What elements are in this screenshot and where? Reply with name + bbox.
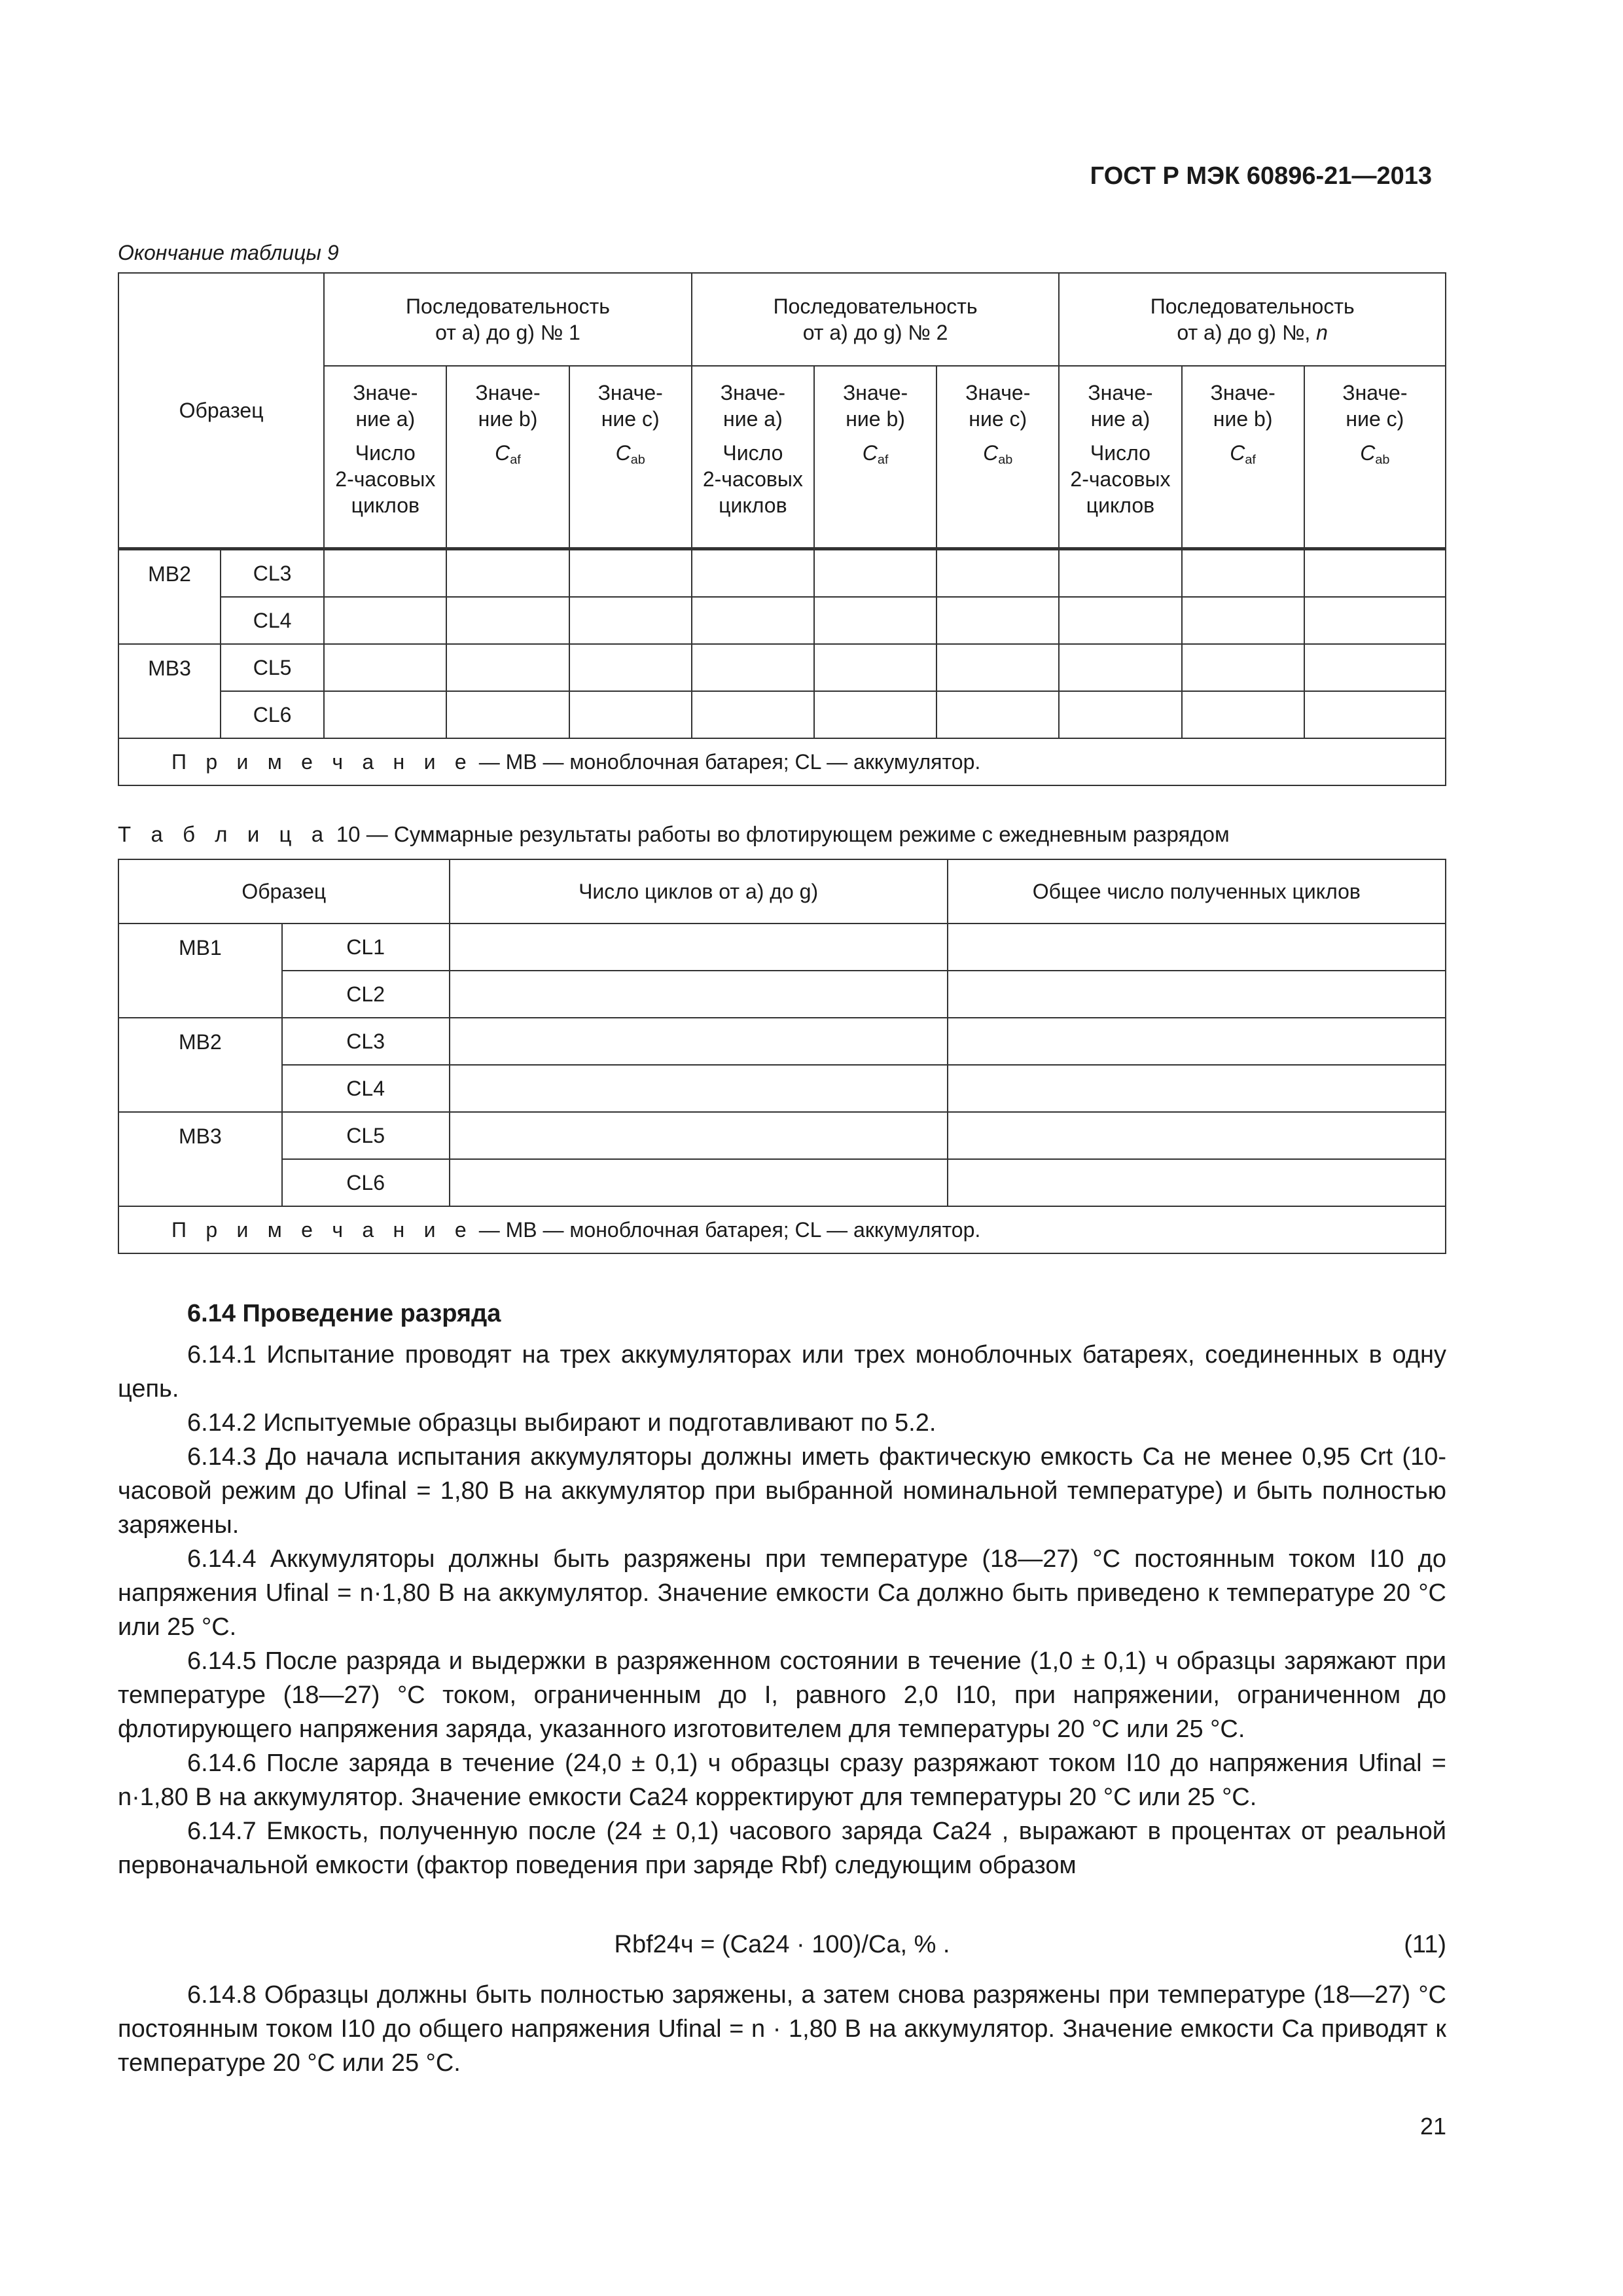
table10-cl-cell: CL1 bbox=[282, 924, 450, 971]
section-body bbox=[118, 1338, 1446, 1882]
paragraph-6-14-2: 6.14.2 Испытуемые образцы выбирают и подготавливают по 5.2. bbox=[187, 1409, 936, 1437]
paragraph-6-14-3: 6.14.3 До начала испытания аккумуляторы должны иметь фактическую емкость Ca не менее 0,95 Crt (10-часовой режим до Ufinal = 1,80 В на аккумулятор при выбранной номинальной температуре) и быть полностью заряжены. bbox=[118, 1443, 1446, 1539]
table9-subcol-header: Значе- ние b) $C_{af}$ bbox=[814, 366, 936, 549]
table10-mb-cell: МВ1 bbox=[118, 924, 282, 1018]
table9-mb-cell: МВ3 bbox=[118, 644, 221, 738]
paragraph-6-14-8: 6.14.8 Образцы должны быть полностью заряжены, а затем снова разряжены при температуре (18—27) °С постоянным током I10 до общего напряжения Ufinal = n · 1,80 В на аккумулятор. Значение емкости Ca приводят к температуре 20 °С или 25 °С. bbox=[118, 1981, 1446, 2077]
section-body-continued bbox=[118, 1978, 1446, 2080]
table10-mb-cell: МВ2 bbox=[118, 1018, 282, 1112]
table-row bbox=[118, 597, 1446, 644]
paragraph-6-14-7: 6.14.7 Емкость, полученную после (24 ± 0,1) часового заряда Ca24 , выражают в процентах от реальной первоначальной емкости (фактор поведения при заряде Rbf) следующим образом bbox=[118, 1818, 1446, 1879]
table9-cl-cell: CL5 bbox=[221, 644, 324, 691]
table-row bbox=[118, 1159, 1446, 1206]
paragraph-6-14-1: 6.14.1 Испытание проводят на трех аккумуляторах или трех моноблочных батареях, соединенных в одну цепь. bbox=[118, 1341, 1446, 1403]
page-number: 21 bbox=[1419, 2113, 1446, 2140]
paragraph-6-14-5: 6.14.5 После разряда и выдержки в разряженном состоянии в течение (1,0 ± 0,1) ч образцы заряжают при температуре (18—27) °С током, ограниченным до I, равного 2,0 I10, при напряжении, ограниченном до флотирующего напряжения заряда, указанного изготовителем для температуры 20 °С или 25 °С. bbox=[118, 1647, 1446, 1743]
table9-cl-cell: CL4 bbox=[221, 597, 324, 644]
table9-cl-cell: CL6 bbox=[221, 691, 324, 738]
document-standard-number: ГОСТ Р МЭК 60896-21—2013 bbox=[1090, 162, 1432, 190]
table-10 bbox=[118, 859, 1446, 1254]
table10-mb-cell: МВ3 bbox=[118, 1112, 282, 1206]
table9-subcol-header: Значе- ние c) $C_{ab}$ bbox=[1304, 366, 1446, 549]
table10-cycles-header: Число циклов от a) до g) bbox=[450, 859, 948, 924]
table9-group-header: Последовательность от a) до g) №, n bbox=[1059, 273, 1446, 366]
table-row bbox=[118, 1065, 1446, 1112]
table9-mb-cell: МВ2 bbox=[118, 549, 221, 645]
table9-subcol-header: Значе- ние c) $C_{ab}$ bbox=[936, 366, 1059, 549]
table10-caption: Т а б л и ц а 10 — Суммарные результаты работы во флотирующем режиме с ежедневным разрядом bbox=[118, 822, 1230, 846]
table9-subcol-header: Значе- ние b) $C_{af}$ bbox=[1182, 366, 1304, 549]
paragraph-6-14-6: 6.14.6 После заряда в течение (24,0 ± 0,1) ч образцы сразу разряжают током I10 до напряжения Ufinal = n·1,80 В на аккумулятор. Значение емкости Ca24 корректируют для температуры 20 °С или 25 °С. bbox=[118, 1749, 1446, 1811]
table9-caption: Окончание таблицы 9 bbox=[118, 241, 339, 264]
table9-subcol-header: Значе- ние a) Число 2-часовых циклов bbox=[324, 366, 446, 549]
table10-cl-cell: CL4 bbox=[282, 1065, 450, 1112]
table9-subcol-header: Значе- ние b) $C_{af}$ bbox=[446, 366, 569, 549]
table10-cl-cell: CL6 bbox=[282, 1159, 450, 1206]
table10-total-header: Общее число полученных циклов bbox=[948, 859, 1446, 924]
formula-expression: Rbf24ч = (Ca24 · 100)/Ca, % . bbox=[614, 1931, 950, 1958]
table9-subcol-header: Значе- ние a) Число 2-часовых циклов bbox=[1059, 366, 1181, 549]
table9-group-header: Последовательность от a) до g) № 2 bbox=[692, 273, 1060, 366]
table-row bbox=[118, 924, 1446, 971]
section-title: 6.14 Проведение разряда bbox=[187, 1300, 501, 1327]
table10-cl-cell: CL5 bbox=[282, 1112, 450, 1159]
table10-sample-header: Образец bbox=[118, 859, 450, 924]
table10-note: П р и м е ч а н и е — МВ — моноблочная батарея; CL — аккумулятор. bbox=[118, 1206, 1446, 1253]
table10-cl-cell: CL3 bbox=[282, 1018, 450, 1065]
table10-cl-cell: CL2 bbox=[282, 971, 450, 1018]
table-row bbox=[118, 971, 1446, 1018]
table-9 bbox=[118, 272, 1446, 786]
paragraph-6-14-4: 6.14.4 Аккумуляторы должны быть разряжены при температуре (18—27) °С постоянным током I10 до напряжения Ufinal = n·1,80 В на аккумулятор. Значение емкости Ca должно быть приведено к температуре 20 °С или 25 °С. bbox=[118, 1545, 1446, 1641]
table9-subcol-header: Значе- ние a) Число 2-часовых циклов bbox=[692, 366, 814, 549]
table9-sample-header: Образец bbox=[118, 273, 324, 549]
table9-group-header: Последовательность от a) до g) № 1 bbox=[324, 273, 692, 366]
table-row bbox=[118, 691, 1446, 738]
table9-subcol-header: Значе- ние c) $C_{ab}$ bbox=[569, 366, 692, 549]
formula-number: (11) bbox=[1404, 1931, 1446, 1958]
table9-cl-cell: CL3 bbox=[221, 549, 324, 598]
table9-note: П р и м е ч а н и е — МВ — моноблочная батарея; CL — аккумулятор. bbox=[118, 738, 1446, 785]
formula-11 bbox=[118, 1931, 1446, 1970]
table-row bbox=[118, 644, 1446, 691]
table-row bbox=[118, 1112, 1446, 1159]
table-row bbox=[118, 549, 1446, 598]
table-row bbox=[118, 1018, 1446, 1065]
